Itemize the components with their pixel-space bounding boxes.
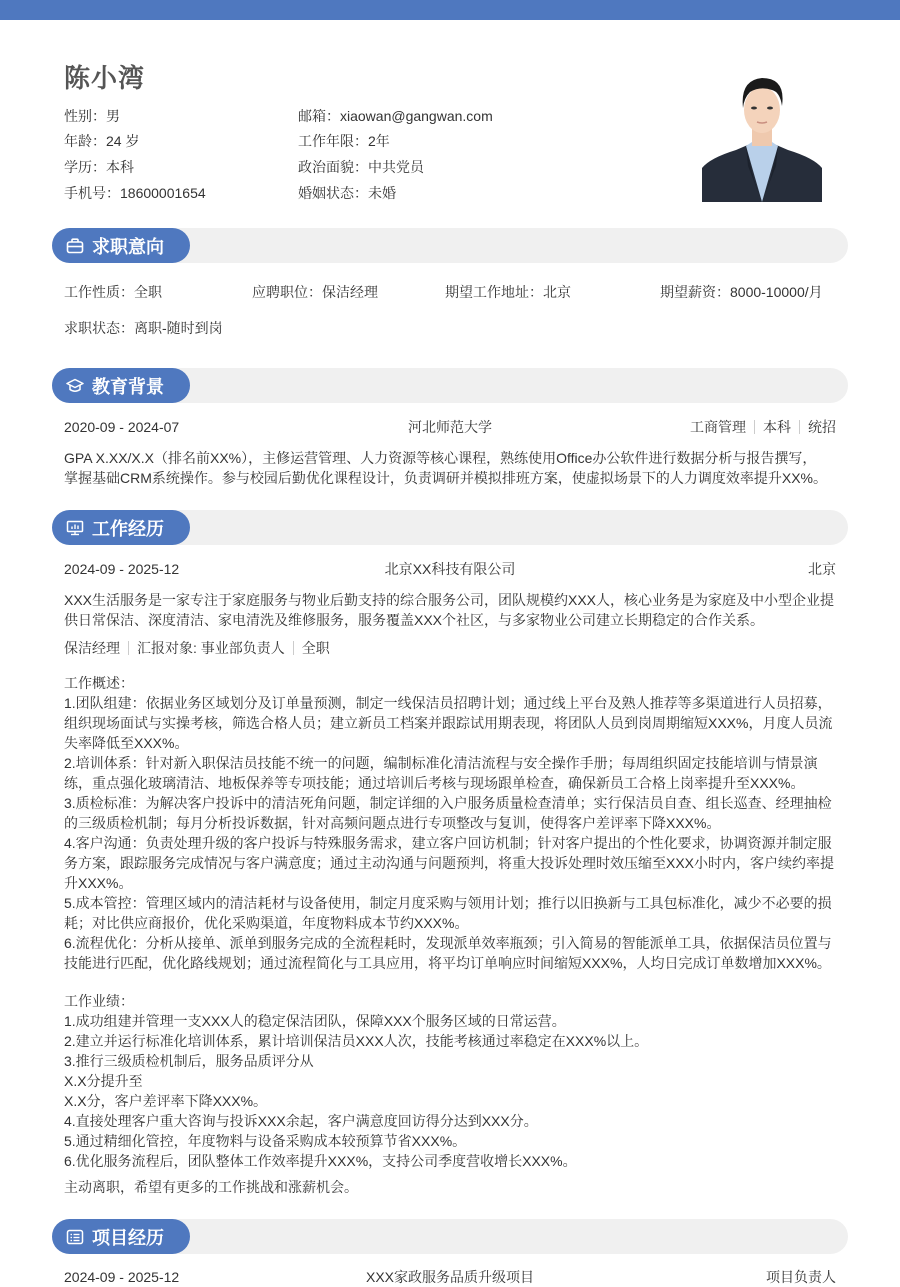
section-header-work bbox=[52, 510, 848, 545]
intent-location-value: 北京 bbox=[543, 284, 571, 300]
gender-label: 性别： bbox=[64, 108, 106, 124]
company-desc-line: 供日常保洁、深度清洁、家电清洗及维修服务，服务覆盖XXX个社区，与多家物业公司建立长期稳定的合作关系。 bbox=[64, 612, 765, 628]
email-label: 邮箱： bbox=[298, 108, 340, 124]
overview-line: 务方案，跟踪服务完成情况与客户满意度；通过主动沟通与问题预判，将重大投诉处理时效压缩至XXX小时内，客户续约率提 bbox=[64, 855, 835, 871]
overview-line: 5.成本管控：管理区域内的清洁耗材与设备使用，制定月度采购与领用计划；推行以旧换新与工具包标准化，减少不必要的损 bbox=[64, 895, 832, 911]
section-header-education bbox=[52, 368, 848, 403]
education-level-value: 本科 bbox=[106, 159, 134, 175]
separator bbox=[128, 641, 129, 655]
intent-salary-label: 期望薪资： bbox=[660, 284, 730, 300]
list-document-icon bbox=[66, 1229, 84, 1245]
section-title-education: 教育背景 bbox=[92, 376, 164, 397]
intent-status bbox=[64, 318, 223, 338]
work-years-value: 2年 bbox=[368, 133, 390, 149]
marital-field bbox=[298, 183, 396, 203]
section-title-work: 工作经历 bbox=[92, 518, 164, 539]
achievement-line: 3.推行三级质检机制后，服务品质评分从 bbox=[64, 1053, 314, 1069]
overview-line: 耗；对比供应商报价，优化采购渠道，年度物料成本节约XXX%。 bbox=[64, 915, 469, 931]
email-field bbox=[298, 106, 493, 126]
overview-line: 升XXX%。 bbox=[64, 875, 133, 891]
separator bbox=[754, 420, 755, 434]
work-company: 北京XX科技有限公司 bbox=[384, 561, 516, 577]
intent-type-label: 工作性质： bbox=[64, 284, 134, 300]
achievement-line: 4.直接处理客户重大咨询与投诉XXX余起，客户满意度回访得分达到XXX分。 bbox=[64, 1113, 538, 1129]
briefcase-icon bbox=[66, 238, 84, 254]
age-field bbox=[64, 131, 139, 151]
section-pill-education bbox=[52, 368, 190, 403]
work-city: 北京 bbox=[808, 561, 836, 577]
overview-line: 2.培训体系：针对新入职保洁员技能不统一的问题，编制标准化清洁流程与安全操作手册；每周组织固定技能培训与情景演 bbox=[64, 755, 818, 771]
company-description bbox=[64, 590, 838, 630]
overview-line: 的三级质检机制；每月分析投诉数据，针对高频问题点进行专项整改与复训，使得客户差评率下降XXX%。 bbox=[64, 815, 721, 831]
achievement-line: 2.建立并运行标准化培训体系，累计培训保洁员XXX人次，技能考核通过率稳定在XXX%以上。 bbox=[64, 1033, 649, 1049]
separator bbox=[799, 420, 800, 434]
section-pill-intent bbox=[52, 228, 190, 263]
gender-field bbox=[64, 106, 120, 126]
intent-salary-value: 8000-10000/月 bbox=[730, 284, 823, 300]
intent-location-label: 期望工作地址： bbox=[445, 284, 543, 300]
overview-line: 1.团队组建：依据业务区域划分及订单量预测，制定一线保洁员招聘计划；通过线上平台及熟人推荐等多渠道进行人员招募， bbox=[64, 695, 832, 711]
company-desc-line: XXX生活服务是一家专注于家庭服务与物业后勤支持的综合服务公司，团队规模约XXX人，核心业务是为家庭及中小型企业提 bbox=[64, 592, 835, 608]
phone-value: 18600001654 bbox=[120, 185, 206, 201]
overview-line: 失率降低至XXX%。 bbox=[64, 735, 189, 751]
candidate-name: 陈小湾 bbox=[64, 63, 146, 93]
project-period: 2024-09 - 2025-12 bbox=[64, 1269, 180, 1285]
achievement-line: 5.通过精细化管控，年度物料与设备采购成本较预算节省XXX%。 bbox=[64, 1133, 467, 1149]
work-period: 2024-09 - 2025-12 bbox=[64, 561, 180, 577]
politics-field bbox=[298, 157, 424, 177]
person-photo-icon bbox=[702, 70, 822, 202]
overview-line: 4.客户沟通：负责处理升级的客户投诉与特殊服务需求，建立客户回访机制；针对客户提出的个性化要求，协调资源并制定服 bbox=[64, 835, 832, 851]
marital-value: 未婚 bbox=[368, 185, 396, 201]
overview-line: 组织现场面试与实操考核，筛选合格人员；建立新员工档案并跟踪试用期表现，将团队人员到岗周期缩短XXX%，月度人员流 bbox=[64, 715, 833, 731]
intent-type bbox=[64, 282, 162, 302]
overview-line: 练，重点强化玻璃清洁、地板保养等专项技能；通过培训后考核与现场跟单检查，确保新员工合格上岗率提升至XXX%。 bbox=[64, 775, 805, 791]
work-role: 保洁经理 bbox=[64, 640, 120, 656]
intent-location bbox=[445, 282, 571, 302]
graduation-cap-icon bbox=[66, 378, 84, 394]
achievement-line: 1.成功组建并管理一支XXX人的稳定保洁团队，保障XXX个服务区域的日常运营。 bbox=[64, 1013, 566, 1029]
work-achievements bbox=[64, 991, 838, 1171]
education-desc-line: 掌握基础CRM系统操作。参与校园后勤优化课程设计，负责调研并模拟排班方案，使虚拟场景下的人力调度效率提升XX%。 bbox=[64, 470, 828, 486]
section-title-intent: 求职意向 bbox=[92, 236, 164, 257]
section-header-projects bbox=[52, 1219, 848, 1254]
overview-line: 3.质检标准：为解决客户投诉中的清洁死角问题，制定详细的入户服务质量检查清单；实行保洁员自查、组长巡查、经理抽检 bbox=[64, 795, 832, 811]
education-entry-header bbox=[64, 417, 836, 437]
education-period: 2020-09 - 2024-07 bbox=[64, 419, 180, 435]
presentation-chart-icon bbox=[66, 520, 84, 536]
intent-position-value: 保洁经理 bbox=[322, 284, 378, 300]
age-label: 年龄： bbox=[64, 133, 106, 149]
top-accent-bar bbox=[0, 0, 900, 20]
intent-type-value: 全职 bbox=[134, 284, 162, 300]
education-school: 河北师范大学 bbox=[408, 419, 492, 435]
achievement-line: 工作业绩： bbox=[64, 993, 134, 1009]
marital-label: 婚姻状态： bbox=[298, 185, 368, 201]
intent-status-value: 离职-随时到岗 bbox=[134, 320, 223, 336]
section-pill-projects bbox=[52, 1219, 190, 1254]
age-value: 24 岁 bbox=[106, 133, 140, 149]
project-entry-header bbox=[64, 1267, 836, 1287]
education-level-field bbox=[64, 157, 134, 177]
work-years-field bbox=[298, 131, 390, 151]
intent-position-label: 应聘职位： bbox=[252, 284, 322, 300]
overview-line: 6.流程优化：分析从接单、派单到服务完成的全流程耗时，发现派单效率瓶颈；引入简易的智能派单工具，依据保洁员位置与 bbox=[64, 935, 832, 951]
intent-status-label: 求职状态： bbox=[64, 320, 134, 336]
education-desc-line: GPA X.XX/X.X（排名前XX%），主修运营管理、人力资源等核心课程，熟练使用Office办公软件进行数据分析与报告撰写， bbox=[64, 450, 817, 466]
education-mode: 统招 bbox=[808, 419, 836, 435]
project-role: 项目负责人 bbox=[766, 1269, 836, 1285]
achievement-line: X.X分提升至 bbox=[64, 1073, 143, 1089]
achievement-line: 6.优化服务流程后，团队整体工作效率提升XXX%，支持公司季度营收增长XXX%。 bbox=[64, 1153, 577, 1169]
work-overview bbox=[64, 673, 838, 973]
intent-salary bbox=[660, 282, 823, 302]
work-entry-header bbox=[64, 559, 836, 579]
work-employment-type: 全职 bbox=[301, 640, 330, 656]
phone-label: 手机号： bbox=[64, 185, 120, 201]
separator bbox=[293, 641, 294, 655]
email-value[interactable]: xiaowan@gangwan.com bbox=[340, 108, 493, 124]
profile-photo bbox=[702, 70, 822, 202]
education-major: 工商管理 bbox=[690, 419, 746, 435]
overview-line: 技能进行匹配，优化路线规划；通过流程简化与工具应用，将平均订单响应时间缩短XXX%，人均日完成订单数增加XXX%。 bbox=[64, 955, 831, 971]
section-pill-work bbox=[52, 510, 190, 545]
work-years-label: 工作年限： bbox=[298, 133, 368, 149]
politics-value: 中共党员 bbox=[368, 159, 424, 175]
intent-position bbox=[252, 282, 378, 302]
education-degree: 本科 bbox=[763, 419, 791, 435]
overview-line: 工作概述： bbox=[64, 675, 134, 691]
politics-label: 政治面貌： bbox=[298, 159, 368, 175]
work-role-meta bbox=[64, 638, 838, 658]
education-meta bbox=[690, 417, 836, 437]
achievement-line: X.X分，客户差评率下降XXX%。 bbox=[64, 1093, 268, 1109]
project-name: XXX家政服务品质升级项目 bbox=[365, 1269, 534, 1285]
phone-field bbox=[64, 183, 206, 203]
section-title-projects: 项目经历 bbox=[92, 1227, 164, 1248]
education-description bbox=[64, 448, 838, 488]
gender-value: 男 bbox=[106, 108, 120, 124]
section-header-intent bbox=[52, 228, 848, 263]
leave-reason: 主动离职，希望有更多的工作挑战和涨薪机会。 bbox=[64, 1179, 358, 1195]
work-report-to: 汇报对象: 事业部负责人 bbox=[137, 640, 285, 656]
education-level-label: 学历： bbox=[64, 159, 106, 175]
